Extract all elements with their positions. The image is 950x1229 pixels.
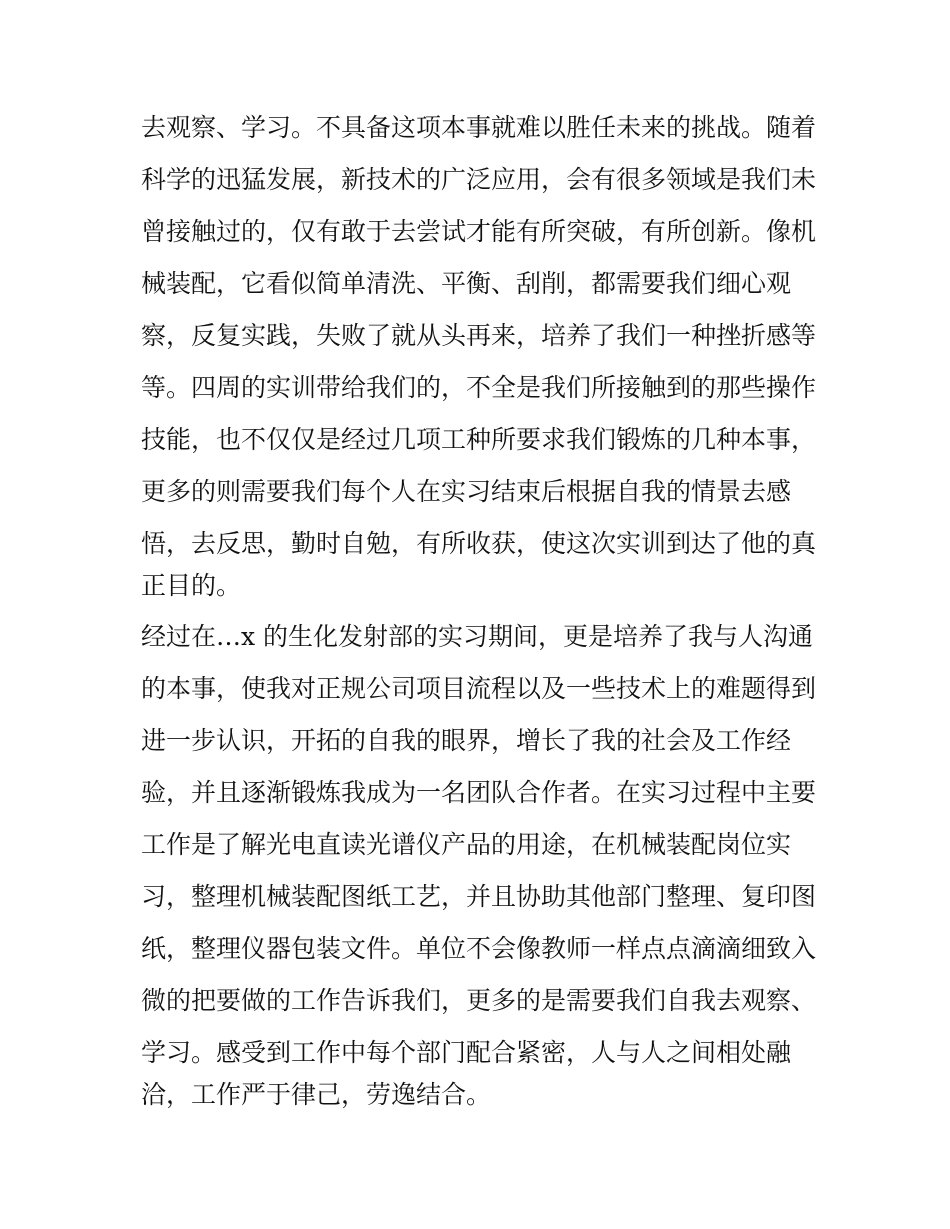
paragraph-1-line-4: 械装配，它看似简单清洗、平衡、刮削，都需要我们细心观 [141, 269, 792, 298]
paragraph-2-line-9: 学习。感受到工作中每个部门配合紧密，人与人之间相处融 [141, 1038, 792, 1067]
paragraph-1-line-8: 更多的则需要我们每个人在实习结束后根据自我的情景去感 [141, 477, 792, 506]
paragraph-2-line-4: 验，并且逐渐锻炼我成为一名团队合作者。在实习过程中主要 [141, 778, 817, 807]
paragraph-1-line-3: 曾接触过的，仅有敢于去尝试才能有所突破，有所创新。像机 [141, 217, 817, 246]
paragraph-1-line-6: 等。四周的实训带给我们的，不全是我们所接触到的那些操作 [141, 373, 817, 402]
paragraph-1-line-1: 去观察、学习。不具备这项本事就难以胜任未来的挑战。随着 [141, 113, 817, 142]
paragraph-2-line-8: 微的把要做的工作告诉我们，更多的是需要我们自我去观察、 [141, 986, 817, 1015]
paragraph-1-line-2: 科学的迅猛发展，新技术的广泛应用，会有很多领域是我们未 [141, 165, 817, 194]
paragraph-1-line-9: 悟，去反思，勤时自勉，有所收获，使这次实训到达了他的真 [141, 529, 817, 558]
paragraph-1-line-7: 技能，也不仅仅是经过几项工种所要求我们锻炼的几种本事， [141, 425, 817, 454]
paragraph-1-line-5: 察，反复实践，失败了就从头再来，培养了我们一种挫折感等 [141, 321, 817, 350]
paragraph-2-line-2: 的本事，使我对正规公司项目流程以及一些技术上的难题得到 [141, 674, 817, 703]
paragraph-2-line-5: 工作是了解光电直读光谱仪产品的用途，在机械装配岗位实 [141, 830, 792, 859]
paragraph-2-line-10: 洽，工作严于律己，劳逸结合。 [141, 1080, 492, 1109]
paragraph-2-line-7: 纸，整理仪器包装文件。单位不会像教师一样点点滴滴细致入 [141, 934, 817, 963]
paragraph-2-line-3: 进一步认识，开拓的自我的眼界，增长了我的社会及工作经 [141, 726, 792, 755]
paragraph-1-line-10: 正目的。 [141, 571, 242, 600]
paragraph-2-line-1: 经过在…x 的生化发射部的实习期间，更是培养了我与人沟通 [141, 622, 814, 651]
paragraph-2-line-6: 习，整理机械装配图纸工艺，并且协助其他部门整理、复印图 [141, 882, 817, 911]
